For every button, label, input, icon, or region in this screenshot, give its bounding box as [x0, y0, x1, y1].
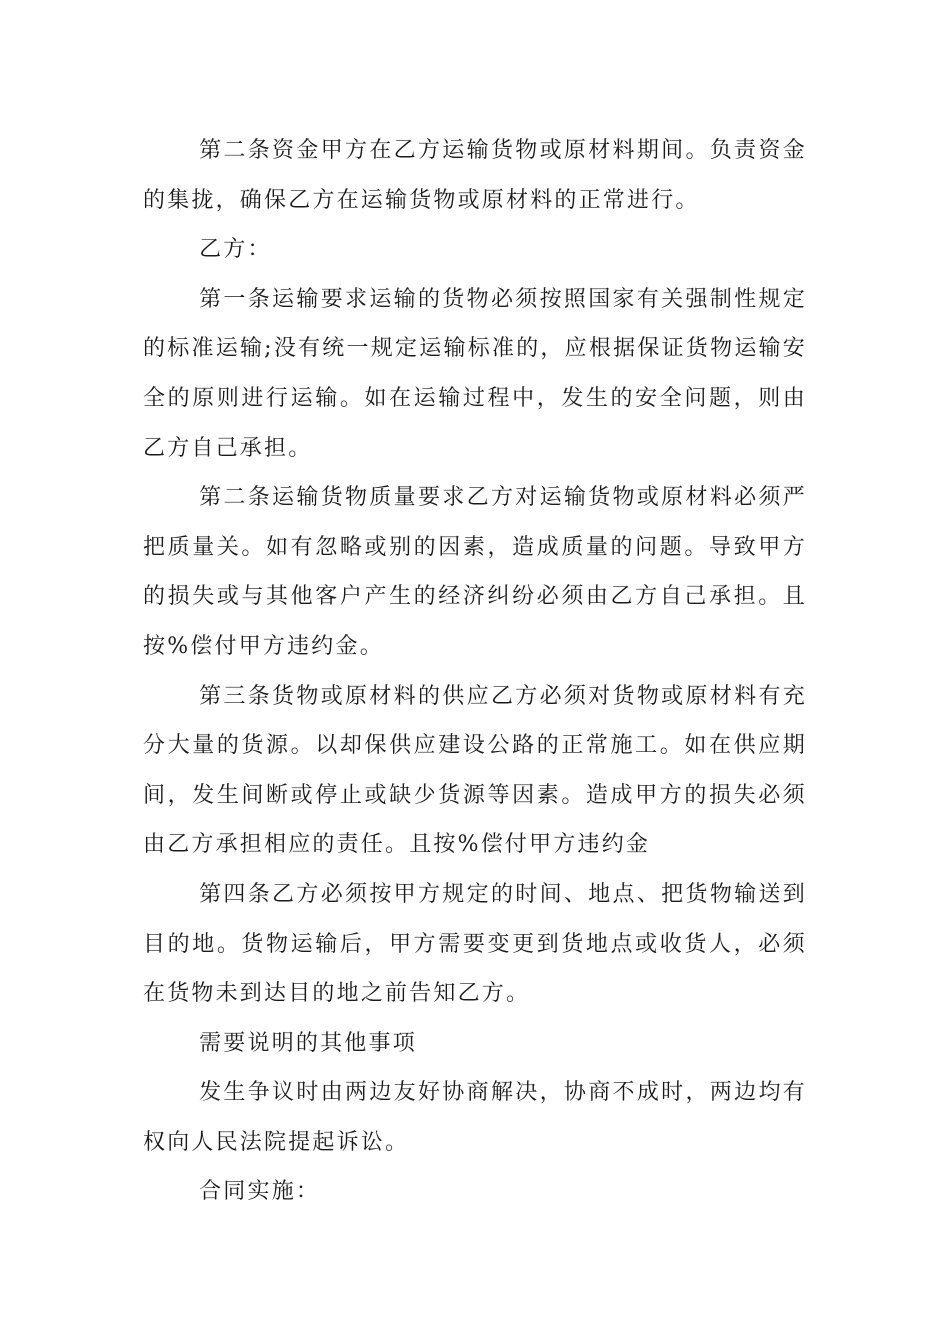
- paragraph-article-3-supply: 第三条货物或原材料的供应乙方必须对货物或原材料有充分大量的货源。以却保供应建设公路的正常施工。如在供应期间，发生间断或停止或缺少货源等因素。造成甲方的损失必须由乙方承担相应的责任。且按%偿付甲方违约金: [143, 683, 807, 858]
- document-body: [143, 126, 807, 1217]
- paragraph-article-1-transport: 第一条运输要求运输的货物必须按照国家有关强制性规定的标准运输;没有统一规定运输标准的，应根据保证货物运输安全的原则进行运输。如在运输过程中，发生的安全问题，则由乙方自己承担。: [143, 286, 807, 461]
- paragraph-dispute-resolution: 发生争议时由两边友好协商解决，协商不成时，两边均有权向人民法院提起诉讼。: [143, 1080, 807, 1155]
- paragraph-contract-implementation-heading: 合同实施：: [199, 1179, 321, 1205]
- paragraph-article-2-quality: 第二条运输货物质量要求乙方对运输货物或原材料必须严把质量关。如有忽略或别的因素，造成质量的问题。导致甲方的损失或与其他客户产生的经济纠纷必须由乙方自己承担。且按%偿付甲方违约金。: [143, 485, 807, 659]
- paragraph-article-2-funding: 第二条资金甲方在乙方运输货物或原材料期间。负责资金的集拢，确保乙方在运输货物或原材料的正常进行。: [143, 138, 807, 213]
- paragraph-article-4-delivery: 第四条乙方必须按甲方规定的时间、地点、把货物输送到目的地。货物运输后，甲方需要变更到货地点或收货人，必须在货物未到达目的地之前告知乙方。: [143, 881, 807, 1007]
- paragraph-other-matters-heading: 需要说明的其他事项: [199, 1030, 417, 1056]
- paragraph-party-b-heading: 乙方：: [199, 237, 272, 263]
